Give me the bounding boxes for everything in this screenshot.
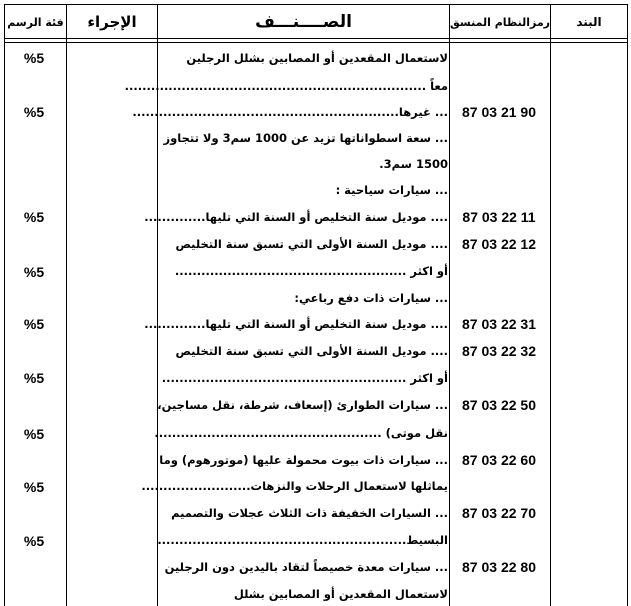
description-line: ... غيرها............................................................. <box>132 105 448 119</box>
header-hs-code: رمزالنظام المنسق <box>450 15 550 29</box>
hs-code-cell: 87 03 22 80 <box>462 559 536 575</box>
column-divider-procedure <box>157 4 158 606</box>
hs-code-cell: 87 03 22 31 <box>462 316 536 332</box>
header-rate: فئة الرسم <box>7 15 64 29</box>
description-line: ... سيارات سياحية : <box>335 183 448 197</box>
description-line: لاستعمال المقعدين أو المصابين بشلل الرجلين <box>186 51 448 65</box>
description-line: معاً ..................................................................... <box>124 79 448 93</box>
description-line: أو اكثر ..................................................... <box>174 264 448 278</box>
hs-code-cell: 87 03 22 70 <box>462 505 536 521</box>
column-divider-code <box>550 4 551 606</box>
rate-cell: %5 <box>23 426 45 442</box>
description-line: .... موديل سنة التخليص أو السنة التي تليها.............. <box>144 210 448 224</box>
description-line: ... سيارات الطوارئ (إسعاف، شرطة، نقل مساجين، <box>157 398 448 412</box>
hs-code-cell: 87 03 22 50 <box>462 397 536 413</box>
description-line: يماثلها لاستعمال الرحلات والنزهات......................... <box>141 479 448 493</box>
table-border-right <box>627 4 628 606</box>
rate-cell: %5 <box>23 209 45 225</box>
hs-code-cell: 87 03 22 32 <box>462 343 536 359</box>
description-line: لاستعمال المقعدين أو المصابين بشلل <box>233 587 448 601</box>
description-line: نقل موتى) .................................................... <box>154 426 448 440</box>
hs-code-cell: 87 03 22 12 <box>462 236 536 252</box>
hs-code-cell: 87 03 21 90 <box>462 104 536 120</box>
description-line: .... موديل السنة الأولى التي تسبق سنة التخليص <box>175 237 448 251</box>
rate-cell: %5 <box>23 370 45 386</box>
rate-cell: %5 <box>23 533 45 549</box>
rate-cell: %5 <box>23 50 45 66</box>
table-border-top <box>4 4 628 5</box>
description-line: ... سيارات ذات بيوت محمولة عليها (موتورهوم) وما <box>159 453 448 467</box>
rate-cell: %5 <box>23 264 45 280</box>
hs-code-cell: 87 03 22 11 <box>462 209 536 225</box>
hs-code-cell: 87 03 22 60 <box>462 452 536 468</box>
description-line: .... موديل السنة الأولى التي تسبق سنة التخليص <box>175 344 448 358</box>
header-description: الصــــنـــف <box>255 12 352 32</box>
description-line: ... سيارات معدة خصيصاً لتقاد باليدين دون الرجلين <box>164 560 448 574</box>
header-tariff-line: البند <box>576 15 602 29</box>
rate-cell: %5 <box>23 316 45 332</box>
header-separator <box>4 38 627 43</box>
description-line: .... موديل سنة التخليص أو السنة التي تليها.............. <box>144 317 448 331</box>
description-line: ... سيارات ذات دفع رباعي: <box>294 291 448 305</box>
column-divider-rate <box>66 4 67 606</box>
rate-cell: %5 <box>23 104 45 120</box>
table-border-left <box>4 4 5 606</box>
rate-cell: %5 <box>23 479 45 495</box>
header-procedure: الإجراء <box>87 13 137 31</box>
description-line: ... السيارات الخفيفة ذات الثلاث عجلات والتصميم <box>171 506 448 520</box>
description-line: أو اكثر ........................................................ <box>161 371 448 385</box>
description-line: 1500 سم3. <box>379 157 448 171</box>
description-line: ... سعة اسطواناتها تزيد عن 1000 سم3 ولا تتجاوز <box>163 131 448 145</box>
description-line: البسيط......................................................... <box>157 533 448 547</box>
